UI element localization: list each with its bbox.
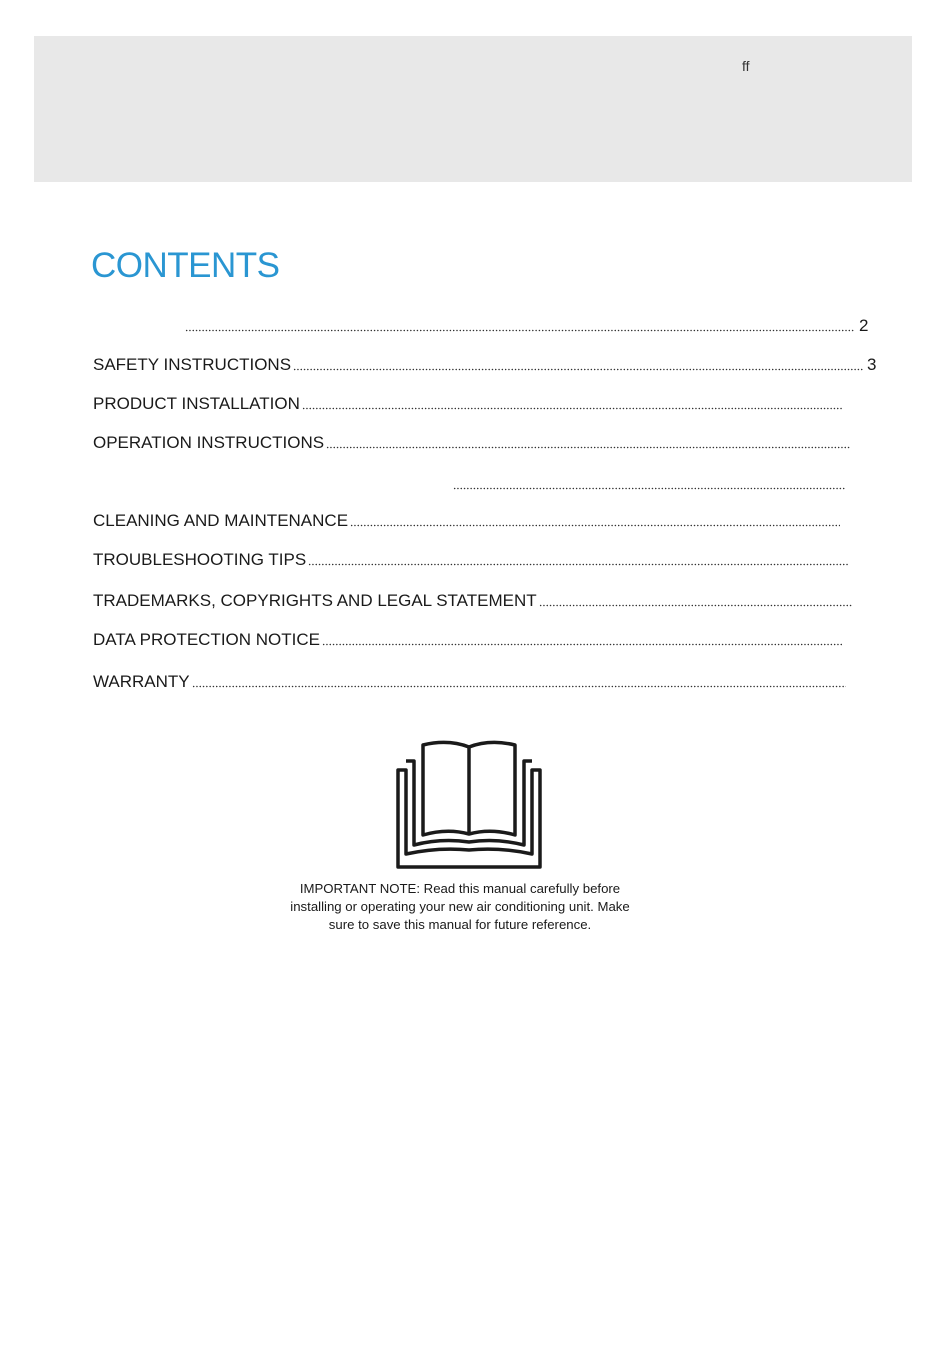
toc-entry-label: WARRANTY — [93, 672, 190, 691]
toc-entry-unlabeled[interactable] — [93, 470, 850, 494]
toc-entry-cleaning-and-maintenance[interactable] — [93, 507, 844, 531]
toc-entry-label: SAFETY INSTRUCTIONS — [93, 355, 292, 374]
toc-entry-trademarks-copyrights-legal[interactable] — [93, 587, 856, 611]
contents-title: CONTENTS — [91, 246, 280, 285]
open-book-icon — [393, 739, 545, 871]
header-mark: ff — [742, 58, 750, 74]
toc-entry-label: PRODUCT INSTALLATION — [93, 394, 300, 413]
important-note-line: IMPORTANT NOTE: Read this manual carefully before — [299, 881, 621, 896]
toc-page-number: 2 — [859, 316, 869, 335]
toc-entry-intro[interactable] — [93, 312, 868, 336]
toc-leader-dots — [308, 563, 848, 566]
toc-entry-label: DATA PROTECTION NOTICE — [93, 630, 320, 649]
toc-page-number: 3 — [867, 355, 877, 374]
toc-entry-troubleshooting-tips[interactable] — [93, 546, 852, 570]
toc-entry-operation-instructions[interactable] — [93, 429, 855, 453]
important-note-line: sure to save this manual for future reference. — [328, 917, 592, 932]
toc-leader-dots — [539, 604, 852, 607]
toc-leader-dots — [302, 407, 843, 410]
important-note — [270, 880, 650, 934]
toc-entry-label: CLEANING AND MAINTENANCE — [93, 511, 349, 530]
toc-leader-dots — [293, 368, 863, 371]
toc-leader-dots — [453, 487, 846, 490]
toc-entry-data-protection-notice[interactable] — [93, 626, 846, 650]
toc-leader-dots — [192, 685, 846, 688]
toc-entry-safety-instructions[interactable] — [93, 351, 877, 375]
important-note-line: installing or operating your new air conditioning unit. Make — [290, 899, 630, 914]
toc-entry-label: OPERATION INSTRUCTIONS — [93, 433, 325, 452]
toc-entry-label: TRADEMARKS, COPYRIGHTS AND LEGAL STATEMENT — [93, 591, 537, 610]
toc-leader-dots — [326, 446, 851, 449]
toc-leader-dots — [350, 524, 840, 527]
toc-entry-product-installation[interactable] — [93, 390, 847, 414]
toc-entry-warranty[interactable] — [93, 668, 850, 692]
toc-entry-label: TROUBLESHOOTING TIPS — [93, 550, 307, 569]
toc-leader-dots — [185, 329, 855, 332]
header-band — [34, 36, 912, 182]
toc-leader-dots — [322, 643, 842, 646]
